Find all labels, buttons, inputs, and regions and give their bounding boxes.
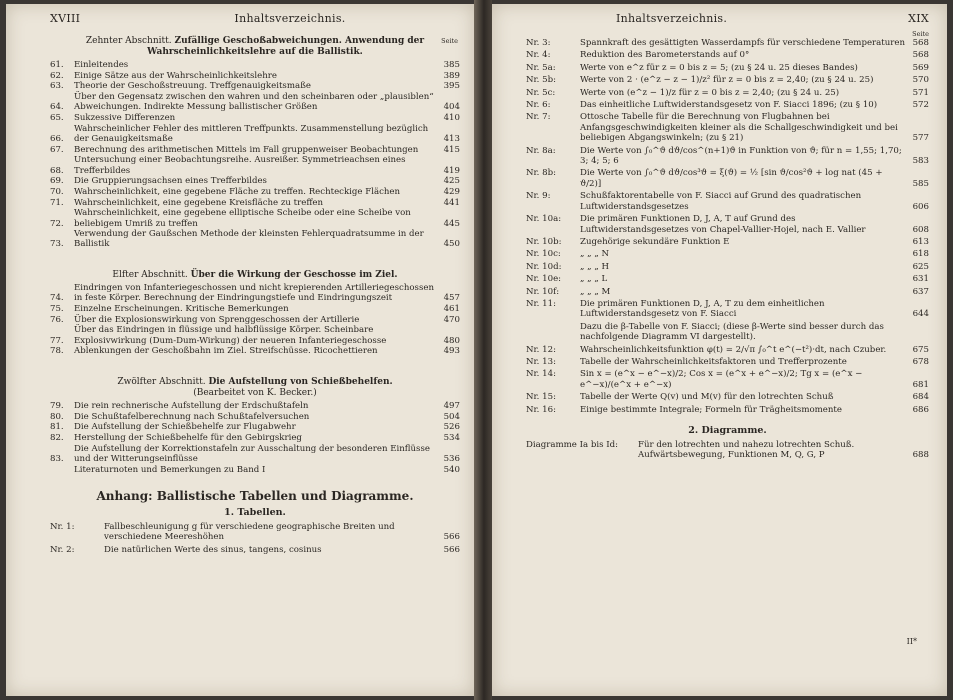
- table-entry-page: 572: [912, 100, 929, 111]
- left-page-number: XVIII: [50, 12, 81, 25]
- toc-entry-number: 73.: [50, 239, 64, 250]
- table-entry-text: Die Werte von ∫₀^ϑ dϑ/cos^(n+1)ϑ in Funktion von ϑ; für n = 1,55; 1,70; 3; 4; 5; 6: [580, 145, 902, 167]
- table-entry: [526, 345, 929, 355]
- left-running-title: Inhaltsverzeichnis.: [234, 12, 346, 25]
- table-entry-label: Nr. 10c:: [526, 249, 561, 260]
- toc-entry-title: Berechnung des arithmetischen Mittels im Fall gruppenweiser Beobachtungen: [74, 144, 419, 155]
- toc-entry: [50, 325, 460, 345]
- signature-mark: II*: [906, 637, 917, 646]
- table-entry-page: 675: [912, 344, 929, 355]
- table-entry-page: 606: [912, 201, 929, 212]
- table-entry-text: Werte von e^z für z = 0 bis z = 5; (zu § 24 u. 25 dieses Bandes): [580, 62, 858, 73]
- table-entry: [526, 274, 929, 284]
- toc-entry-number: 70.: [50, 186, 64, 197]
- toc-entry-page: 497: [443, 401, 460, 412]
- toc-entry: [50, 145, 460, 155]
- table-entry-text: Tabelle der Wahrscheinlichkeitsfaktoren und Trefferprozente: [580, 356, 847, 367]
- table-entry: [526, 38, 929, 48]
- table-entry-label: Nr. 8a:: [526, 145, 556, 156]
- table-entry-text: Ottosche Tabelle für die Berechnung von Flugbahnen bei Anfangsgeschwindigkeiten kleiner als die Schallgeschwindigkeit und bei beliebigen Abgangswinkeln; (zu § 21): [580, 112, 898, 144]
- table-entry: [50, 522, 460, 543]
- book-gutter: [474, 0, 492, 700]
- table-entry-label: Nr. 1:: [50, 522, 75, 532]
- table-entry-text: Werte von (e^z − 1)/z für z = 0 bis z = 2,40; (zu § 24 u. 25): [580, 87, 840, 98]
- toc-entry-title: Die Aufstellung der Korrektionstafeln zur Ausschaltung der besonderen Einflüsse und der Witterungseinflüsse: [74, 443, 430, 465]
- section-10-heading: [68, 36, 458, 58]
- toc-entry: [50, 444, 460, 464]
- section-10-title: Zufällige Geschoßabweichungen. Anwendung der Wahrscheinlichkeitslehre auf die Ballistik.: [147, 36, 425, 57]
- right-table-entries: [526, 38, 929, 415]
- table-entry-label: Nr. 10e:: [526, 274, 562, 285]
- table-entry-text: Die primären Funktionen D, J, A, T zu dem einheitlichen Luftwiderstandsgesetz von F. Siacci: [580, 298, 825, 320]
- table-entry-label: Nr. 5a:: [526, 62, 556, 73]
- toc-entry: [50, 433, 460, 443]
- table-entry-text: Das einheitliche Luftwiderstandsgesetz von F. Siacci 1896; (zu § 10): [580, 100, 878, 111]
- table-entry-text: Zugehörige sekundäre Funktion E: [580, 236, 730, 247]
- toc-entry-title: Einleitendes: [74, 60, 129, 70]
- table-entry-text: Die Werte von ∫₀^ϑ dϑ/cos³ϑ = ξ(ϑ) = ½ [sin ϑ/cos²ϑ + log nat (45 + ϑ/2)]: [580, 168, 883, 189]
- toc-entry: [50, 304, 460, 314]
- toc-entry: [50, 71, 460, 81]
- left-page: [6, 4, 474, 696]
- toc-entry-page: 389: [443, 70, 460, 81]
- toc-entry-title: Wahrscheinlichkeit, eine gegebene elliptische Scheibe oder eine Scheibe von beliebigem Umriß zu treffen: [74, 208, 411, 229]
- right-seite-label: Seite: [912, 30, 929, 38]
- table-entry-text: Fallbeschleunigung g für verschiedene geographische Breiten und verschiedene Meereshöhen: [104, 522, 395, 543]
- anhang-heading: Anhang: Ballistische Tabellen und Diagramme.: [96, 489, 414, 503]
- left-running-head: [50, 12, 460, 30]
- table-entry: [526, 191, 929, 212]
- table-entry: [526, 249, 929, 259]
- toc-entry-number: 81.: [50, 422, 64, 433]
- toc-entry-number: 71.: [50, 197, 64, 208]
- table-entry-page: 613: [912, 236, 929, 247]
- table-entry-label: Nr. 6:: [526, 100, 551, 111]
- toc-entry-page: 480: [443, 335, 460, 346]
- table-entry-page: 569: [912, 62, 929, 73]
- section-12-entries: [50, 401, 460, 475]
- toc-entry-title: Die Aufstellung der Schießbehelfe zur Flugabwehr: [74, 422, 296, 433]
- toc-entry-number: 66.: [50, 133, 64, 144]
- section-11-heading: [68, 270, 442, 281]
- section-12-heading: [68, 377, 442, 399]
- toc-entry-number: 77.: [50, 335, 64, 346]
- table-entry-page: 637: [912, 286, 929, 297]
- table-entry-label: Nr. 14:: [526, 369, 556, 380]
- toc-entry-number: 62.: [50, 70, 64, 81]
- toc-entry-page: 404: [443, 102, 460, 113]
- toc-entry: [50, 283, 460, 303]
- table-entry: [526, 214, 929, 235]
- table-entry: [526, 287, 929, 297]
- toc-entry-number: 78.: [50, 346, 64, 357]
- section-10-prefix: Zehnter Abschnitt.: [85, 36, 172, 46]
- toc-entry: [50, 401, 460, 411]
- table-entry-label: Nr. 7:: [526, 112, 551, 123]
- toc-entry-number: 68.: [50, 165, 64, 176]
- table-entry-page: 566: [443, 544, 460, 555]
- table-entry-text: Reduktion des Barometerstands auf 0°: [580, 50, 750, 61]
- table-entry-page: 625: [912, 261, 929, 272]
- toc-entry-page: 457: [443, 293, 460, 304]
- table-entry-text: Die natürlichen Werte des sinus, tangens, cosinus: [104, 544, 322, 555]
- toc-entry: [50, 81, 460, 91]
- toc-entry: [50, 60, 460, 70]
- toc-entry: [50, 422, 460, 432]
- toc-entry-title: Untersuchung einer Beobachtungsreihe. Ausreißer. Symmetrieachsen eines Trefferbildes: [74, 155, 406, 176]
- table-entry-text: Tabelle der Werte Q(v) und M(v) für den lotrechten Schuß: [580, 392, 834, 403]
- table-entry-text: „ „ „ N: [580, 249, 610, 260]
- table-entry-page: 684: [912, 392, 929, 403]
- toc-entry-number: 69.: [50, 176, 64, 187]
- section-11-prefix: Elfter Abschnitt.: [112, 270, 188, 281]
- table-entry: [526, 262, 929, 272]
- table-entry-text: Schußfaktorentabelle von F. Siacci auf Grund des quadratischen Luftwiderstandsgesetzes: [580, 191, 862, 212]
- toc-entry-title: Einige Sätze aus der Wahrscheinlichkeitslehre: [74, 70, 277, 81]
- table-entry-text: „ „ „ L: [580, 274, 608, 285]
- table-entry: [526, 112, 929, 143]
- toc-entry-number: 82.: [50, 433, 64, 444]
- toc-entry-page: 536: [443, 454, 460, 465]
- table-entry-label: Nr. 12:: [526, 344, 556, 355]
- table-entry: [526, 50, 929, 60]
- table-entry-text: Werte von 2 · (e^z − z − 1)/z² für z = 0 bis z = 2,40; (zu § 24 u. 25): [580, 75, 874, 86]
- toc-entry: [50, 315, 460, 325]
- table-entry-label: Nr. 9:: [526, 191, 551, 202]
- table-entry-page: 568: [912, 38, 929, 48]
- toc-entry-number: 80.: [50, 411, 64, 422]
- section-12-title: Die Aufstellung von Schießbehelfen.: [208, 377, 393, 388]
- toc-entry-page: 445: [443, 218, 460, 229]
- toc-entry-title: Herstellung der Schießbehelfe für den Gebirgskrieg: [74, 433, 302, 444]
- table-entry: [526, 63, 929, 73]
- toc-entry-number: 64.: [50, 102, 64, 113]
- toc-entry-page: 413: [443, 133, 460, 144]
- table-entry-label: Nr. 16:: [526, 404, 556, 415]
- toc-entry-title: Wahrscheinlichkeit, eine gegebene Fläche zu treffen. Rechteckige Flächen: [74, 186, 401, 197]
- table-entry-page: 571: [912, 87, 929, 98]
- table-entry: [50, 545, 460, 555]
- table-entry-page: 631: [912, 274, 929, 285]
- toc-entry: [50, 155, 460, 175]
- toc-entry-title: Literaturnoten und Bemerkungen zu Band I: [74, 464, 266, 475]
- table-entry-page: 686: [912, 404, 929, 415]
- diagram-entry-text: Für den lotrechten und nahezu lotrechten Schuß. Aufwärtsbewegung, Funktionen M, Q, G, P: [638, 440, 855, 461]
- table-entry-label: Nr. 8b:: [526, 168, 557, 179]
- table-entry-page: 568: [912, 50, 929, 61]
- table-entry-label: Nr. 5b:: [526, 75, 557, 86]
- toc-entry-page: 419: [443, 165, 460, 176]
- table-entry: [526, 369, 929, 390]
- table-entry-text: Sin x = (e^x − e^−x)/2; Cos x = (e^x + e^−x)/2; Tg x = (e^x − e^−x)/(e^x + e^−x): [580, 369, 863, 390]
- table-entry: [526, 168, 929, 189]
- table-entry-page: 644: [912, 309, 929, 320]
- table-entry-page: 570: [912, 75, 929, 86]
- toc-entry-title: Die Schußtafelberechnung nach Schußtafelversuchen: [74, 411, 310, 422]
- left-table-entries: [50, 522, 460, 555]
- toc-entry-title: Einzelne Erscheinungen. Kritische Bemerkungen: [74, 304, 289, 315]
- toc-entry-number: 75.: [50, 304, 64, 315]
- table-entry-label: Nr. 2:: [50, 544, 75, 555]
- right-running-title: Inhaltsverzeichnis.: [616, 12, 728, 25]
- toc-entry-title: Sukzessive Differenzen: [74, 113, 176, 124]
- diagram-entry-page: 688: [912, 450, 929, 461]
- table-entry-label: Nr. 10f:: [526, 286, 560, 297]
- table-entry: [526, 237, 929, 247]
- toc-entry-number: 74.: [50, 293, 64, 304]
- toc-entry-page: 493: [443, 346, 460, 357]
- toc-entry-number: 79.: [50, 401, 64, 412]
- toc-entry-title: Theorie der Geschoßstreuung. Treffgenauigkeitsmaße: [74, 81, 311, 92]
- toc-entry-page: 534: [443, 433, 460, 444]
- toc-entry-page: 429: [443, 186, 460, 197]
- toc-entry: [50, 92, 460, 112]
- toc-entry-page: 441: [443, 197, 460, 208]
- section-12-subtitle: (Bearbeitet von K. Becker.): [193, 388, 317, 399]
- toc-entry: [50, 124, 460, 144]
- toc-entry-number: 72.: [50, 218, 64, 229]
- toc-entry: [50, 229, 460, 249]
- table-entry-text: Dazu die β-Tabelle von F. Siacci; (diese β-Werte sind besser durch das nachfolgende Diagramm VI dargestellt).: [580, 321, 884, 343]
- table-entry: [526, 146, 929, 167]
- table-entry-label: Nr. 3:: [526, 38, 551, 48]
- table-entry-page: 585: [912, 178, 929, 189]
- table-entry-page: 678: [912, 356, 929, 367]
- right-page-number: XIX: [908, 12, 929, 25]
- toc-entry-number: 76.: [50, 314, 64, 325]
- seite-label: Seite: [441, 37, 458, 45]
- toc-entry-number: 61.: [50, 60, 64, 70]
- toc-entry-number: 67.: [50, 144, 64, 155]
- toc-entry-title: Wahrscheinlicher Fehler des mittleren Treffpunkts. Zusammenstellung bezüglich der Genauigkeitsmaße: [74, 123, 429, 144]
- toc-entry-title: Eindringen von Infanteriegeschossen und nicht krepierenden Artilleriegeschossen in feste Körper. Berechnung der Eindringungstiefe und Eindringungszeit: [74, 283, 434, 304]
- table-entry-page: 566: [443, 532, 460, 543]
- toc-entry-page: 385: [443, 60, 460, 70]
- table-entry-label: Nr. 15:: [526, 392, 556, 403]
- table-entry-label: [526, 322, 580, 343]
- table-entry-page: 618: [912, 249, 929, 260]
- section-10-entries: [50, 60, 460, 250]
- table-entry: [526, 75, 929, 85]
- toc-entry-page: 504: [443, 411, 460, 422]
- toc-entry-number: 83.: [50, 454, 64, 465]
- table-entry-text: Einige bestimmte Integrale; Formeln für Trägheitsmomente: [580, 404, 842, 415]
- table-entry-text: „ „ „ H: [580, 261, 610, 272]
- table-entry-label: Nr. 13:: [526, 356, 556, 367]
- table-entry-label: Nr. 10d:: [526, 261, 562, 272]
- toc-entry-page: 461: [443, 304, 460, 315]
- table-entry: [526, 392, 929, 402]
- diagramme-heading: 2. Diagramme.: [688, 425, 767, 436]
- table-entry-page: 577: [912, 133, 929, 144]
- tabellen-heading: 1. Tabellen.: [224, 507, 286, 518]
- section-11-entries: [50, 283, 460, 356]
- section-11-title: Über die Wirkung der Geschosse im Ziel.: [190, 270, 398, 281]
- table-entry-label: Nr. 11:: [526, 298, 556, 309]
- toc-entry-page: 450: [443, 239, 460, 250]
- table-entry: [526, 357, 929, 367]
- toc-entry: [50, 465, 460, 475]
- toc-entry-page: 415: [443, 144, 460, 155]
- toc-entry-page: 395: [443, 81, 460, 92]
- table-entry: [526, 100, 929, 110]
- diagram-entry: [526, 440, 929, 461]
- toc-entry: [50, 412, 460, 422]
- table-entry-page: 608: [912, 224, 929, 235]
- toc-entry-number: 63.: [50, 81, 64, 92]
- table-entry-label: Nr. 4:: [526, 50, 551, 61]
- toc-entry-title: Die Gruppierungsachsen eines Trefferbildes: [74, 176, 267, 187]
- table-entry-label: Nr. 5c:: [526, 87, 556, 98]
- table-entry: [526, 299, 929, 320]
- toc-entry: [50, 198, 460, 208]
- table-entry: [526, 322, 929, 343]
- table-entry-text: „ „ „ M: [580, 286, 611, 297]
- table-entry: [526, 88, 929, 98]
- table-entry-text: Spannkraft des gesättigten Wasserdampfs für verschiedene Temperaturen: [580, 38, 905, 48]
- table-entry-label: Nr. 10b:: [526, 236, 562, 247]
- section-12-prefix: Zwölfter Abschnitt.: [117, 377, 206, 388]
- toc-entry-title: Über den Gegensatz zwischen den wahren und den scheinbaren oder „plausiblen“ Abweichungen. Indirekte Messung ballistischer Größen: [74, 92, 434, 113]
- toc-entry-page: 425: [443, 176, 460, 187]
- table-entry-page: 583: [912, 156, 929, 167]
- toc-entry-title: Verwendung der Gaußschen Methode der kleinsten Fehlerquadratsumme in der Ballistik: [74, 229, 424, 250]
- toc-entry-page: 526: [443, 422, 460, 433]
- toc-entry-page: 410: [443, 113, 460, 124]
- toc-entry-page: 540: [443, 464, 460, 475]
- table-entry: [526, 405, 929, 415]
- toc-entry: [50, 208, 460, 228]
- right-page: [492, 4, 947, 696]
- right-running-head: [526, 12, 929, 30]
- table-entry-text: Die primären Funktionen D, J, A, T auf Grund des Luftwiderstandsgesetzes von Chapel-Vallier-Hojel, nach E. Vallier: [580, 214, 866, 235]
- table-entry-label: Nr. 10a:: [526, 214, 562, 225]
- toc-entry-title: Wahrscheinlichkeit, eine gegebene Kreisfläche zu treffen: [74, 197, 324, 208]
- toc-entry-title: Die rein rechnerische Aufstellung der Erdschußtafeln: [74, 401, 309, 412]
- toc-entry: [50, 346, 460, 356]
- diagram-entry-label: Diagramme Ia bis Id:: [526, 440, 619, 450]
- toc-entry: [50, 176, 460, 186]
- toc-entry: [50, 187, 460, 197]
- table-entry-page: 681: [912, 379, 929, 390]
- toc-entry: [50, 113, 460, 123]
- toc-entry-page: 470: [443, 314, 460, 325]
- toc-entry-title: Ablenkungen der Geschoßbahn im Ziel. Streifschüsse. Ricochettieren: [74, 346, 378, 357]
- table-entry-text: Wahrscheinlichkeitsfunktion φ(t) = 2/√π ∫₀^t e^(−t²)·dt, nach Czuber.: [580, 344, 887, 355]
- toc-entry-title: Über das Eindringen in flüssige und halbflüssige Körper. Scheinbare Explosivwirkung (Dum-Dum-Wirkung) der neueren Infanteriegeschosse: [74, 325, 387, 346]
- toc-entry-number: 65.: [50, 113, 64, 124]
- toc-entry-title: Über die Explosionswirkung von Sprenggeschossen der Artillerie: [74, 314, 360, 325]
